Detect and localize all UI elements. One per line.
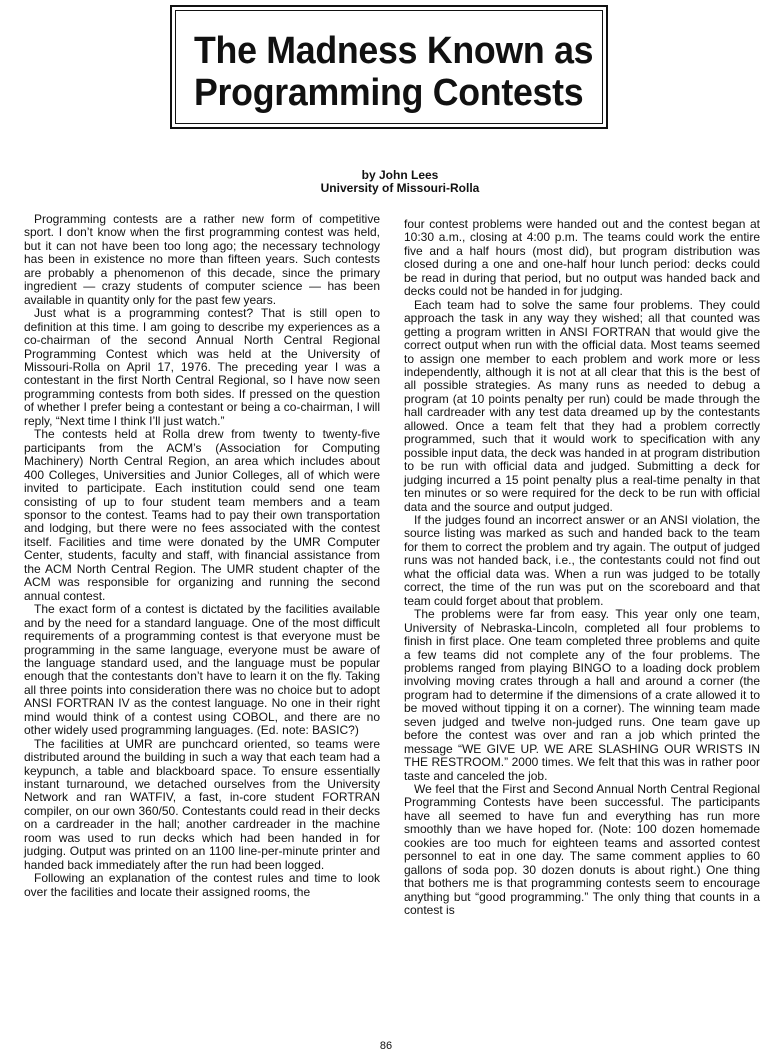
byline-author: by John Lees [361,168,439,182]
paragraph: Following an explanation of the contest rules and time to look over the facilities and locate their assigned rooms, the [24,871,380,899]
paragraph: Programming contests are a rather new form of competitive sport. I don’t know when the first programming contest was held, but it can not have been too long ago; the necessary technology has been in existence no more than fifteen years. Such contests are probably a phenomenon of this decade, since the primary ingredient — crazy students of computer science — has been available in quantity only for the past few years. [24,212,380,307]
page-number: 86 [379,1040,393,1052]
article-title-line-1: The Madness Known as [194,30,594,72]
paragraph: The facilities at UMR are punchcard oriented, so teams were distributed around the building in such a way that each team had a keypunch, a table and blackboard space. To ensure essentially instant turnaround, we detached ourselves from the University Network and ran WATFIV, a fast, in-core student FORTRAN compiler, on our own 360/50. Contestants could read in their decks on a cardreader in the hall; another cardreader in the machine room was used to run decks which had been handed in for judging. Output was printed on an 1100 line-per-minute printer and handed back immediately after the run had been logged. [24,736,380,872]
paragraph: The contests held at Rolla drew from twenty to twenty-five participants from the ACM’s (Association for Computing Machinery) North Central Region, an area which includes about 400 Colleges, Universities and Junior Colleges, all of which were invited to participate. Each institution could send one team consisting of up to four student team members and a team sponsor to the contest. Teams had to pay their own transportation and lodging, but there were no fees associated with the contest itself. Facilities and time were donated by the UMR Computer Center, students, faculty and staff, with financial assistance from the ACM North Central Region. The UMR student chapter of the ACM was responsible for organizing and running the second annual contest. [24,427,380,603]
paragraph: If the judges found an incorrect answer or an ANSI violation, the source listing was marked as such and handed back to the team for them to correct the problem and try again. The output of judged runs was not handed back, i.e., the contestants could not find out what the official data was. When a run was judged to be totally correct, the time of the run was put on the scoreboard and that team could forget about that problem. [404,512,760,608]
paragraph: Each team had to solve the same four problems. They could approach the task in any way they wished; all that counted was getting a program written in ANSI FORTRAN that would give the correct output when run with the official data. Most teams seemed to assign one member to each problem and work more or less independently, although it is not at all clear that this is the best of all possible strategies. As many runs as needed to debug a program (at 10 points penalty per run) could be made through the hall cardreader with any test data dreamed up by the contestants allowed. Once a team felt that they had a problem correctly programmed, such that it would work to specification with any possible input data, the deck was handed in at program distribution to be run with official data and judged. Submitting a deck for judging incurred a 15 point penalty plus a real-time penalty in that ten minutes or so were required for the deck to be run with official data and the source and output judged. [404,297,760,514]
byline-affiliation: University of Missouri-Rolla [320,181,480,195]
article-title-line-2: Programming Contests [194,72,584,114]
paragraph: We feel that the First and Second Annual North Central Regional Programming Contests have been successful. The participants have all seemed to have fun and everything has run more smoothly than we have hoped for. (Note: 100 dozen homemade cookies are too much for eighteen teams and assorted contest personnel to eat in one day. The same comment applies to 60 gallons of soda pop. 30 dozen donuts is about right.) One thing that bothers me is that programming contests seem to encourage anything but “good programming.” The only thing that counts in a contest is [404,782,760,918]
paragraph: The problems were far from easy. This year only one team, University of Nebraska-Lincoln, completed all four problems to finish in first place. One team completed three problems and quite a few teams did not complete any of the four problems. The problems ranged from playing BINGO to a loading dock problem involving moving crates through a hall and around a corner (the program had to determine if the dimensions of a crate allowed it to be moved without tipping it on a corner). The winning team made seven judged and twelve non-judged runs. One team gave up before the contest was over and ran a job which printed the message “WE GIVE UP. WE ARE SLASHING OUR WRISTS IN THE RESTROOM.” 2000 times. We felt that this was in rather poor taste and canceled the job. [404,607,760,783]
paragraph: four contest problems were handed out and the contest began at 10:30 a.m., closing at 4:00 p.m. The teams could work the entire five and a half hours (most did), but program distribution was closed during a one and one-half hour lunch period: decks could be read in during that period, but no output was handed back and decks could not be handed in for judging. [404,217,760,299]
right-column [404,218,760,918]
title-box [170,5,608,129]
paragraph: Just what is a programming contest? That is still open to definition at this time. I am going to describe my experiences as a co-chairman of the second Annual North Central Regional Programming Contest which was held at the University of Missouri-Rolla on April 17, 1976. The preceding year I was a contestant in the first North Central Regional, so I have now seen programming contests from both sides. If pressed on the question of whether I prefer being a contestant or being a co-chairman, I will reply, “Next time I think I’ll just watch.” [24,306,380,428]
left-column [24,213,380,899]
paragraph: The exact form of a contest is dictated by the facilities available and by the need for a standard language. One of the most difficult requirements of a programming contest is that everyone must be programming in the same language, everyone must be aware of the language standard used, and the language must be popular enough that the contestants don’t have to learn it on the fly. Taking all three points into consideration there was no choice but to adopt ANSI FORTRAN IV as the contest language. No one in their right mind would think of a contest using COBOL, and there are no other widely used programming languages. (Ed. note: BASIC?) [24,602,380,738]
